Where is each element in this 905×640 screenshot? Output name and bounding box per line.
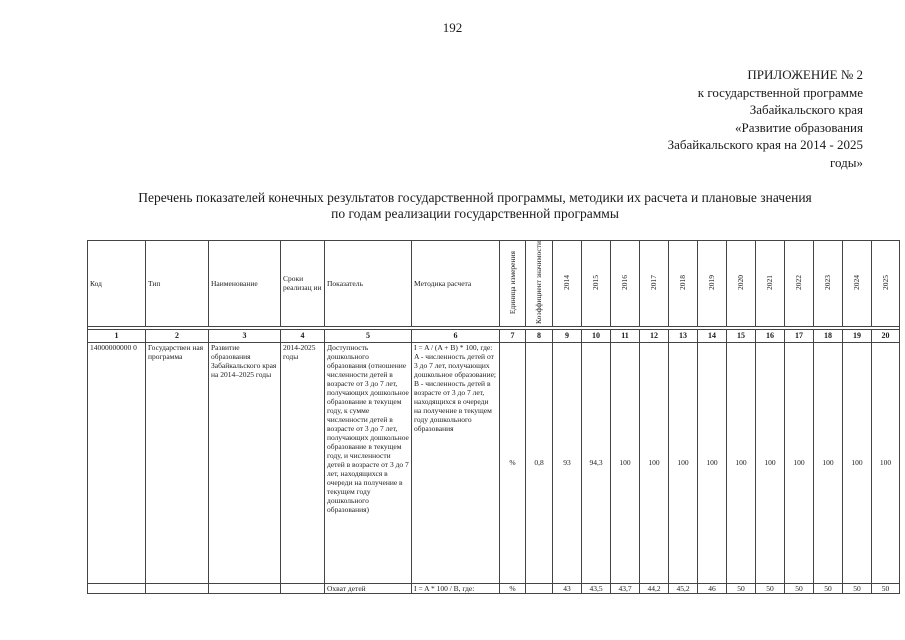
- cell-value: 50: [872, 583, 900, 593]
- appendix-line: Забайкальского края на 2014 - 2025: [667, 137, 863, 152]
- cell-value: 94,3: [582, 342, 611, 583]
- title-line: Перечень показателей конечных результатов государственной программы, методики их расчета и плановые значения: [138, 190, 812, 205]
- header-year: [727, 241, 756, 327]
- cell-name: [209, 583, 281, 593]
- table-header-row: [88, 241, 900, 327]
- appendix-block: [668, 66, 863, 171]
- column-number: 20: [872, 329, 900, 342]
- header-year-label: 2014: [562, 274, 571, 290]
- cell-value: 100: [785, 342, 814, 583]
- cell-value: 50: [727, 583, 756, 593]
- column-number: 10: [582, 329, 611, 342]
- header-year: [756, 241, 785, 327]
- cell-value: 50: [843, 583, 872, 593]
- title-line: по годам реализации государственной программы: [331, 206, 619, 221]
- cell-value: 93: [553, 342, 582, 583]
- column-number: 2: [146, 329, 209, 342]
- cell-value: 50: [814, 583, 843, 593]
- cell-indicator: Охват детей: [325, 583, 412, 593]
- header-method: Методика расчета: [412, 241, 500, 327]
- cell-value: 100: [756, 342, 785, 583]
- cell-value: 43,5: [582, 583, 611, 593]
- column-number: 14: [698, 329, 727, 342]
- header-year-label: 2015: [591, 274, 600, 290]
- cell-method: I = A / (A + B) * 100, где: A - численность детей от 3 до 7 лет, получающих дошкольное образование; B - численность детей в возрасте от 3 до 7 лет, находящихся в очереди на получение в текущем году дошкольного образования: [412, 342, 500, 583]
- page-number: 192: [442, 20, 463, 35]
- header-year: [553, 241, 582, 327]
- header-code: Код: [88, 241, 146, 327]
- cell-coef: [526, 583, 553, 593]
- document-title: [60, 190, 890, 222]
- column-number: 13: [669, 329, 698, 342]
- header-year-label: 2022: [794, 274, 803, 290]
- cell-value: 46: [698, 583, 727, 593]
- header-year-label: 2020: [736, 274, 745, 290]
- cell-value: 100: [611, 342, 640, 583]
- appendix-line: годы»: [830, 154, 863, 170]
- column-number: 4: [281, 329, 325, 342]
- header-unit-label: Единица измерения: [507, 250, 517, 315]
- column-number: 16: [756, 329, 785, 342]
- indicators-table: [87, 240, 900, 594]
- header-coef: [526, 241, 553, 327]
- header-year: [640, 241, 669, 327]
- cell-value: 50: [756, 583, 785, 593]
- header-year: [872, 241, 900, 327]
- column-number: 11: [611, 329, 640, 342]
- header-name: Наименование: [209, 241, 281, 327]
- cell-value: 45,2: [669, 583, 698, 593]
- column-number: 7: [500, 329, 526, 342]
- column-number: 5: [325, 329, 412, 342]
- cell-value: 44,2: [640, 583, 669, 593]
- column-number: 15: [727, 329, 756, 342]
- header-year-label: 2019: [707, 274, 716, 290]
- column-number: 1: [88, 329, 146, 342]
- column-number: 8: [526, 329, 553, 342]
- header-year-label: 2023: [823, 274, 832, 290]
- cell-period: [281, 583, 325, 593]
- column-number: 9: [553, 329, 582, 342]
- header-coef-label: Коэффициент значимости: [534, 241, 543, 324]
- header-year: [582, 241, 611, 327]
- header-year: [611, 241, 640, 327]
- cell-period: 2014-2025 годы: [281, 342, 325, 583]
- cell-type: [146, 583, 209, 593]
- appendix-line: Забайкальского края: [749, 102, 863, 117]
- header-year-label: 2025: [880, 274, 890, 290]
- header-year-label: 2018: [678, 274, 687, 290]
- header-year: [843, 241, 872, 327]
- column-numbers-row: [88, 329, 900, 342]
- cell-name: Развитие образования Забайкальского края на 2014–2025 годы: [209, 342, 281, 583]
- header-year: [669, 241, 698, 327]
- cell-code: [88, 583, 146, 593]
- appendix-line: ПРИЛОЖЕНИЕ № 2: [747, 67, 863, 82]
- column-number: 19: [843, 329, 872, 342]
- table-row: [88, 342, 900, 583]
- header-unit: [500, 241, 526, 327]
- cell-value: 100: [727, 342, 756, 583]
- cell-value: 100: [872, 342, 900, 583]
- header-year-label: 2021: [765, 274, 774, 290]
- cell-value: 43: [553, 583, 582, 593]
- column-number: 18: [814, 329, 843, 342]
- header-year: [698, 241, 727, 327]
- header-year-label: 2017: [649, 274, 658, 290]
- header-year: [785, 241, 814, 327]
- cell-value: 100: [669, 342, 698, 583]
- appendix-line: к государственной программе: [697, 84, 863, 100]
- cell-value: 50: [785, 583, 814, 593]
- column-number: 3: [209, 329, 281, 342]
- cell-method: I = A * 100 / B, где:: [412, 583, 500, 593]
- table-row: [88, 583, 900, 593]
- cell-type: Государствен ная программа: [146, 342, 209, 583]
- cell-value: 100: [814, 342, 843, 583]
- cell-code: 14000000000 0: [88, 342, 146, 583]
- cell-value: 100: [698, 342, 727, 583]
- cell-value: 100: [640, 342, 669, 583]
- header-indicator: Показатель: [325, 241, 412, 327]
- header-year-label: 2016: [620, 274, 629, 290]
- cell-indicator: Доступность дошкольного образования (отношение численности детей в возрасте от 3 до 7 лет, получающих дошкольное образование в текущем году, к сумме численности детей в возрасте от 3 до 7 лет, получающих дошкольное образование в текущем году, и численности детей в возрасте от 3 до 7 лет, находящихся в очереди на получение в текущем году дошкольного образования): [325, 342, 412, 583]
- cell-value: 43,7: [611, 583, 640, 593]
- header-year: [814, 241, 843, 327]
- cell-unit: %: [500, 583, 526, 593]
- header-type: Тип: [146, 241, 209, 327]
- header-period: Сроки реализац ии: [281, 241, 325, 327]
- header-year-label: 2024: [852, 274, 861, 290]
- cell-coef: 0,8: [526, 342, 553, 583]
- column-number: 6: [412, 329, 500, 342]
- column-number: 12: [640, 329, 669, 342]
- column-number: 17: [785, 329, 814, 342]
- cell-value: 100: [843, 342, 872, 583]
- cell-unit: %: [500, 342, 526, 583]
- appendix-line: «Развитие образования: [735, 119, 863, 135]
